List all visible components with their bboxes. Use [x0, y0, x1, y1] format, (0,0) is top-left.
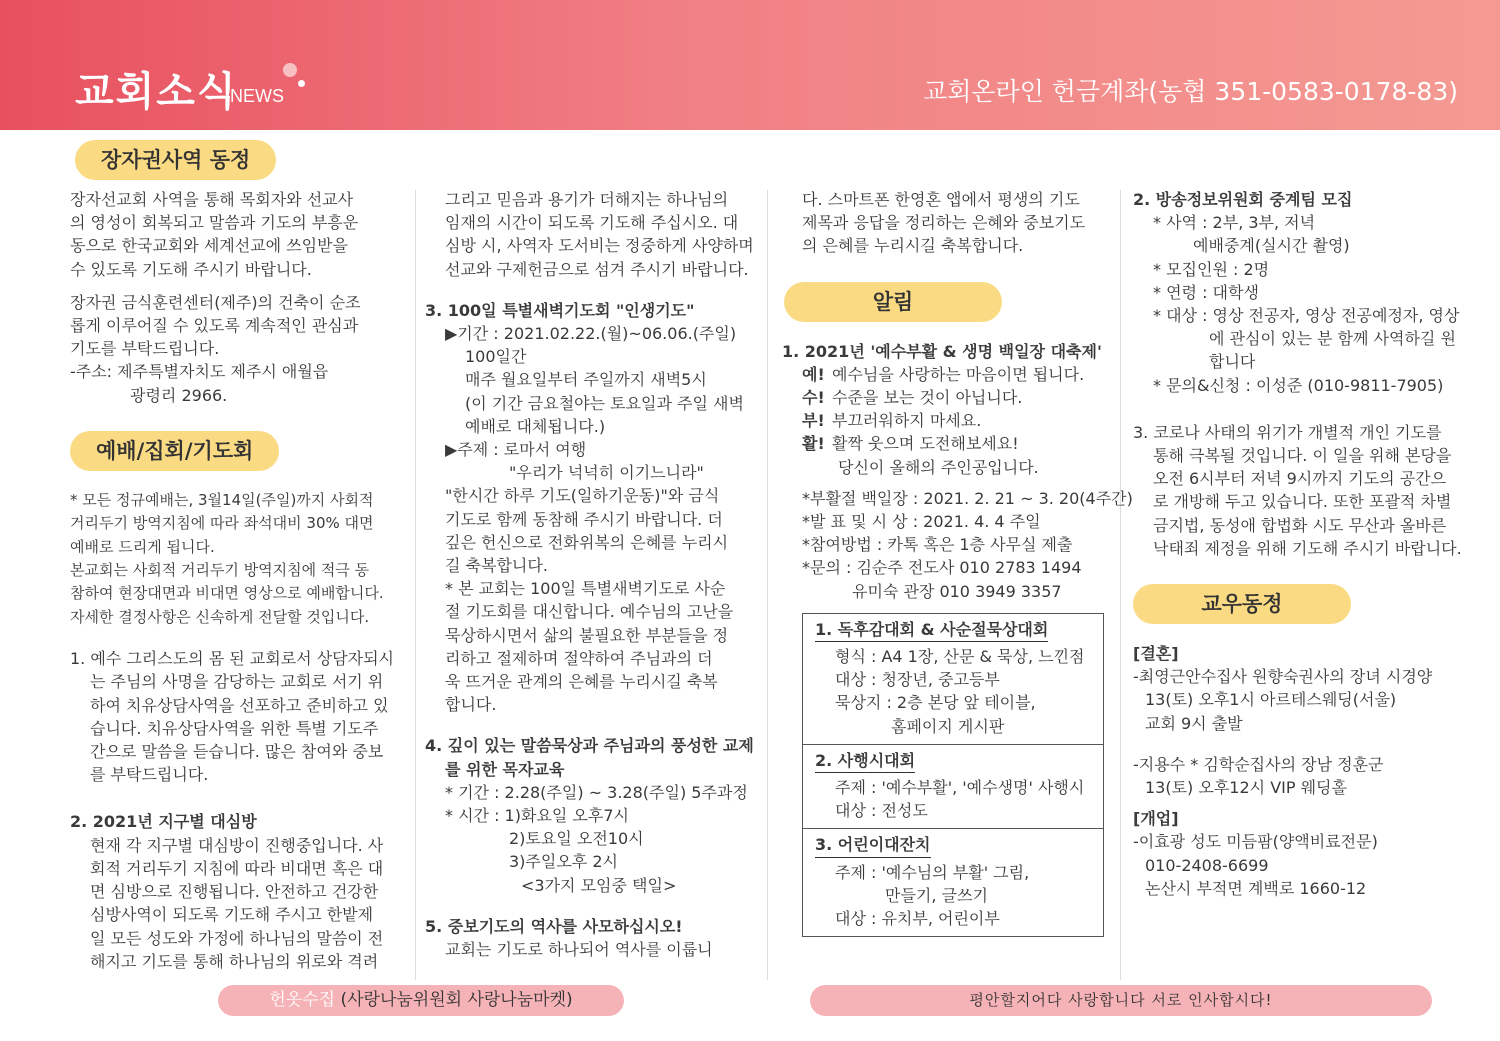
- list-item-title: 2. 2021년 지구별 대심방: [70, 812, 257, 832]
- text-line: 오전 6시부터 저녁 9시까지 기도의 공간으: [1153, 469, 1447, 489]
- footer-clothing-drive: [218, 985, 624, 1016]
- text-line: 3. 코로나 사태의 위기가 개별적 개인 기도를: [1133, 422, 1442, 442]
- text-line: 욱 뜨거운 관계의 은혜를 누리시길 축복: [445, 672, 718, 692]
- column-divider: [767, 190, 768, 980]
- text-line: 100일간: [465, 347, 527, 367]
- text-line: 대상 : 청장년, 중고등부: [835, 670, 1000, 690]
- text-line: 하여 치유상담사역을 선포하고 준비하고 있: [90, 695, 389, 715]
- acrostic-key: 부!: [802, 411, 825, 431]
- text-line: 리하고 절제하며 절약하여 주님과의 더: [445, 648, 713, 668]
- section-title-worship: 예배/집회/기도회: [70, 431, 279, 471]
- list-item: [1133, 421, 1468, 560]
- text-line: 참하여 현장대면과 비대면 영상으로 예배합니다.: [70, 584, 384, 603]
- text-line: 기도를 부탁드립니다.: [70, 339, 220, 359]
- text-line: 습니다. 치유상담사역을 위한 특별 기도주: [90, 718, 379, 738]
- page-title-sub: NEWS: [230, 86, 284, 106]
- text-line: 의 영성이 회복되고 말씀과 기도의 부흥운: [70, 213, 359, 233]
- acrostic-value: 활짝 웃으며 도전해보세요!: [832, 434, 1019, 454]
- contest-title: 3. 어린이대잔치: [815, 833, 931, 857]
- text-line: 간으로 말씀을 듣습니다. 많은 참여와 중보: [90, 742, 384, 762]
- text-line: <3가지 모임중 택일>: [521, 875, 677, 895]
- text-line: * 사역 : 2부, 3부, 저녁: [1153, 213, 1316, 233]
- detail-line: *발 표 및 시 상 : 2021. 4. 4 주일: [802, 512, 1041, 532]
- spacer: [425, 907, 760, 915]
- text-line: 주제 : '예수부활', '예수생명' 사행시: [835, 778, 1085, 798]
- list-heading: [결혼]: [1133, 644, 1179, 664]
- text-line: 절 기도회를 대신합니다. 예수님의 고난을: [445, 602, 734, 622]
- text-line: 예배로 대체됩니다.): [465, 416, 606, 436]
- footer-greeting: 평안할지어다 사랑합니다 서로 인사합시다!: [810, 985, 1432, 1016]
- acrostic-row: [782, 409, 1117, 432]
- decor-dot-small: [298, 80, 305, 87]
- list-item-title: 2. 방송정보위원회 중계팀 모집: [1133, 190, 1353, 209]
- text-line: 합니다.: [445, 695, 497, 715]
- list-item-title: 1. 2021년 '예수부활 & 생명 백일장 대축제': [782, 341, 1102, 361]
- text-line: 를 부탁드립니다.: [90, 765, 209, 785]
- text-line: ▶기간 : 2021.02.22.(월)~06.06.(주일): [445, 324, 737, 344]
- notice-item: [782, 340, 1133, 603]
- contest-box: [803, 614, 1103, 745]
- text-line: 다. 스마트폰 한영혼 앱에서 평생의 기도: [802, 190, 1080, 209]
- text-line: 심방 시, 사역자 도서비는 정중하게 사양하며: [445, 236, 754, 256]
- paragraph: [70, 291, 405, 407]
- list-item: [425, 734, 760, 896]
- text-line: 회적 거리두기 지침에 따라 비대면 혹은 대: [90, 858, 384, 878]
- text-line: * 기간 : 2.28(주일) ~ 3.28(주일) 5주과정: [445, 782, 748, 802]
- text-line: 그리고 믿음과 용기가 더해지는 하나님의: [445, 190, 729, 209]
- text-line: 1. 예수 그리스도의 몸 된 교회로서 상담자되시: [70, 649, 394, 669]
- list-item-title: 를 위한 목자교육: [445, 759, 565, 779]
- column-divider: [1120, 190, 1121, 980]
- list-item-title: 5. 중보기도의 역사를 사모하십시오!: [425, 916, 683, 936]
- text-line: 거리두기 방역지침에 따라 좌석대비 30% 대면: [70, 514, 374, 533]
- wedding-list: [1133, 642, 1468, 735]
- spacer: [70, 796, 405, 810]
- text-line: 주제 : '예수님의 부활' 그림,: [835, 862, 1030, 882]
- paragraph: [425, 188, 760, 281]
- text-line: 대상 : 유치부, 어린이부: [835, 909, 1000, 929]
- list-item-title: 3. 100일 특별새벽기도회 "인생기도": [425, 300, 695, 320]
- list-heading: [개업]: [1133, 809, 1179, 829]
- text-line: 장자선교회 사역을 통해 목회자와 선교사: [70, 190, 354, 209]
- text-line: 홈페이지 게시판: [891, 716, 1005, 736]
- text-line: 예배로 드리게 됩니다.: [70, 537, 215, 556]
- text-line: 장자권 금식훈련센터(제주)의 건축이 순조: [70, 292, 361, 312]
- list-item: [425, 915, 760, 961]
- text-line: 면 심방으로 진행됩니다. 안전하고 건강한: [90, 882, 379, 902]
- list-item: [425, 299, 760, 717]
- text-line: 깊은 헌신으로 전화위복의 은혜를 누리시: [445, 532, 729, 552]
- column-4: [1133, 188, 1468, 910]
- text-line: 임재의 시간이 되도록 기도해 주십시오. 대: [445, 213, 739, 233]
- text-line: * 문의&신청 : 이성준 (010-9811-7905): [1153, 375, 1444, 395]
- text-line: -최영근안수집사 원향숙권사의 장녀 시경양: [1133, 667, 1433, 687]
- text-line: 는 주님의 사명을 감당하는 교회로 서기 위: [90, 672, 384, 692]
- text-line: "한시간 하루 기도(일하기운동)"와 금식: [445, 486, 720, 506]
- acrostic-row: [782, 432, 1117, 455]
- spacer: [1133, 799, 1468, 807]
- footer-label-highlight: 헌옷수집: [269, 990, 336, 1010]
- text-line: (이 기간 금요철야는 토요일과 주일 새벽: [465, 393, 744, 413]
- donation-account: 교회온라인 헌금계좌(농협 351-0583-0178-83): [923, 77, 1458, 106]
- text-line: 묵상지 : 2층 본당 앞 테이블,: [835, 693, 1036, 713]
- spacer: [425, 291, 760, 299]
- contest-box: [803, 829, 1103, 936]
- text-line: * 본 교회는 100일 특별새벽기도로 사순: [445, 579, 726, 599]
- spacer: [70, 639, 405, 647]
- text-line: 형식 : A4 1장, 산문 & 묵상, 느낀점: [835, 647, 1085, 667]
- text-line: -지용수 * 김학순집사의 장남 정훈군: [1133, 754, 1384, 774]
- column-2: [425, 188, 760, 971]
- text-line: 3)주일오후 2시: [509, 852, 618, 872]
- paragraph: [70, 489, 405, 629]
- acrostic-row: [782, 386, 1117, 409]
- acrostic-key: 활!: [802, 434, 825, 454]
- text-line: 본교회는 사회적 거리두기 방역지침에 적극 동: [70, 561, 370, 580]
- acrostic-value: 부끄러워하지 마세요.: [832, 411, 982, 431]
- text-line: * 모든 정규예배는, 3월14일(주일)까지 사회적: [70, 490, 374, 509]
- contest-title: 2. 사행시대회: [815, 749, 915, 773]
- text-line: 에 관심이 있는 분 함께 사역하길 원: [1209, 329, 1456, 349]
- text-line: 2)토요일 오전10시: [509, 829, 644, 849]
- text-line: 자세한 결정사항은 신속하게 전달할 것입니다.: [70, 607, 370, 626]
- footer-label: (사랑나눔위원회 사랑나눔마켓): [335, 990, 573, 1010]
- text-line: 교회는 기도로 하나되어 역사를 이룹니: [445, 940, 713, 960]
- detail-line: *부활절 백일장 : 2021. 2. 21 ~ 3. 20(4주간): [802, 488, 1133, 508]
- paragraph: [70, 188, 405, 281]
- text-line: 묵상하시면서 삶의 불필요한 부분들을 정: [445, 625, 729, 645]
- text-line: 당신이 올해의 주인공입니다.: [838, 457, 1039, 477]
- acrostic-value: 예수님을 사랑하는 마음이면 됩니다.: [832, 364, 1085, 384]
- column-1: [70, 188, 405, 983]
- section-title-notice: 알림: [784, 282, 1002, 322]
- text-line: 제목과 응답을 정리하는 은혜와 중보기도: [802, 213, 1086, 233]
- list-item: [1133, 188, 1468, 397]
- section-title-firstborn: 장자권사역 동정: [75, 140, 276, 180]
- text-line: 010-2408-6699: [1145, 855, 1269, 875]
- text-line: 롭게 이루어질 수 있도록 계속적인 관심과: [70, 316, 359, 336]
- spacer: [425, 726, 760, 734]
- text-line: 통해 극복될 것입니다. 이 일을 위해 본당을: [1153, 446, 1452, 466]
- text-line: 대상 : 전성도: [835, 801, 928, 821]
- text-line: 길 축복합니다.: [445, 556, 548, 576]
- text-line: 기도로 함께 동참해 주시기 바랍니다. 더: [445, 509, 723, 529]
- spacer: [70, 417, 405, 431]
- text-line: 선교와 구제헌금으로 섬겨 주시기 바랍니다.: [445, 259, 749, 279]
- text-line: 해지고 기도를 통해 하나님의 위로와 격려: [90, 951, 379, 971]
- text-line: 13(토) 오후12시 VIP 웨딩홀: [1145, 778, 1347, 798]
- contest-title: 1. 독후감대회 & 사순절묵상대회: [815, 618, 1048, 642]
- paragraph: [782, 188, 1117, 258]
- contest-boxes: [802, 613, 1104, 937]
- text-line: * 연령 : 대학생: [1153, 282, 1259, 302]
- text-line: * 대상 : 영상 전공자, 영상 전공예정자, 영상: [1153, 306, 1460, 326]
- list-item: [70, 810, 405, 972]
- spacer: [1133, 407, 1468, 421]
- page-title: 교회소식: [75, 69, 238, 115]
- text-line: 일 모든 성도와 가정에 하나님의 말씀이 전: [90, 928, 384, 948]
- text-line: ▶주제 : 로마서 여행: [445, 440, 587, 460]
- text-line: * 시간 : 1)화요일 오후7시: [445, 806, 629, 826]
- text-line: 예배중계(실시간 촬영): [1193, 236, 1350, 256]
- list-item-title: 4. 깊이 있는 말씀묵상과 주님과의 풍성한 교제: [425, 736, 754, 756]
- decor-dot-large: [283, 63, 297, 77]
- text-line: 금지법, 동성애 합법화 시도 무산과 올바른: [1153, 515, 1447, 535]
- text-line: 수 있도록 기도해 주시기 바랍니다.: [70, 259, 312, 279]
- text-line: 심방사역이 되도록 기도해 주시고 한밭제: [90, 905, 374, 925]
- spacer: [1133, 745, 1468, 753]
- list-item: [70, 647, 405, 786]
- column-divider: [415, 190, 416, 980]
- text-line: 의 은혜를 누리시길 축복합니다.: [802, 236, 1024, 256]
- detail-line: *참여방법 : 카톡 혹은 1층 사무실 제출: [802, 535, 1073, 555]
- detail-line: 유미숙 관장 010 3949 3357: [852, 581, 1062, 601]
- header-banner: [0, 0, 1500, 130]
- section-title-members: 교우동정: [1133, 584, 1351, 624]
- text-line: 로 개방해 두고 있습니다. 또한 포괄적 차별: [1153, 492, 1452, 512]
- acrostic-row: [782, 363, 1117, 386]
- text-line: 논산시 부적면 계백로 1660-12: [1145, 878, 1367, 898]
- acrostic-value: 수준을 보는 것이 아닙니다.: [832, 388, 1023, 408]
- text-line: 매주 월요일부터 주일까지 새벽5시: [465, 370, 707, 390]
- column-3: [782, 188, 1133, 937]
- text-line: 동으로 한국교회와 세계선교에 쓰임받을: [70, 236, 349, 256]
- detail-line: *문의 : 김순주 전도사 010 2783 1494: [802, 558, 1082, 578]
- contest-box: [803, 745, 1103, 830]
- text-line: 현재 각 지구별 대심방이 진행중입니다. 사: [90, 835, 384, 855]
- text-line: * 모집인원 : 2명: [1153, 259, 1270, 279]
- address-line: -주소: 제주특별자치도 제주시 애월읍: [70, 362, 329, 382]
- address-line: 광령리 2966.: [130, 385, 228, 405]
- opening-list: [1133, 807, 1468, 900]
- text-line: 만들기, 글쓰기: [885, 885, 988, 905]
- spacer: [1133, 570, 1468, 584]
- text-line: 합니다: [1209, 352, 1256, 372]
- spacer: [782, 268, 1117, 282]
- text-line: 낙태죄 제정을 위해 기도해 주시기 바랍니다.: [1153, 538, 1462, 558]
- acrostic-key: 수!: [802, 388, 825, 408]
- text-line: "우리가 넉넉히 이기느니라": [509, 463, 704, 483]
- text-line: 교회 9시 출발: [1145, 713, 1243, 733]
- text-line: 13(토) 오후1시 아르테스웨딩(서울): [1145, 690, 1397, 710]
- acrostic-key: 예!: [802, 364, 825, 384]
- spacer: [782, 479, 1117, 487]
- text-line: -이효광 성도 미듬팜(양액비료전문): [1133, 832, 1378, 852]
